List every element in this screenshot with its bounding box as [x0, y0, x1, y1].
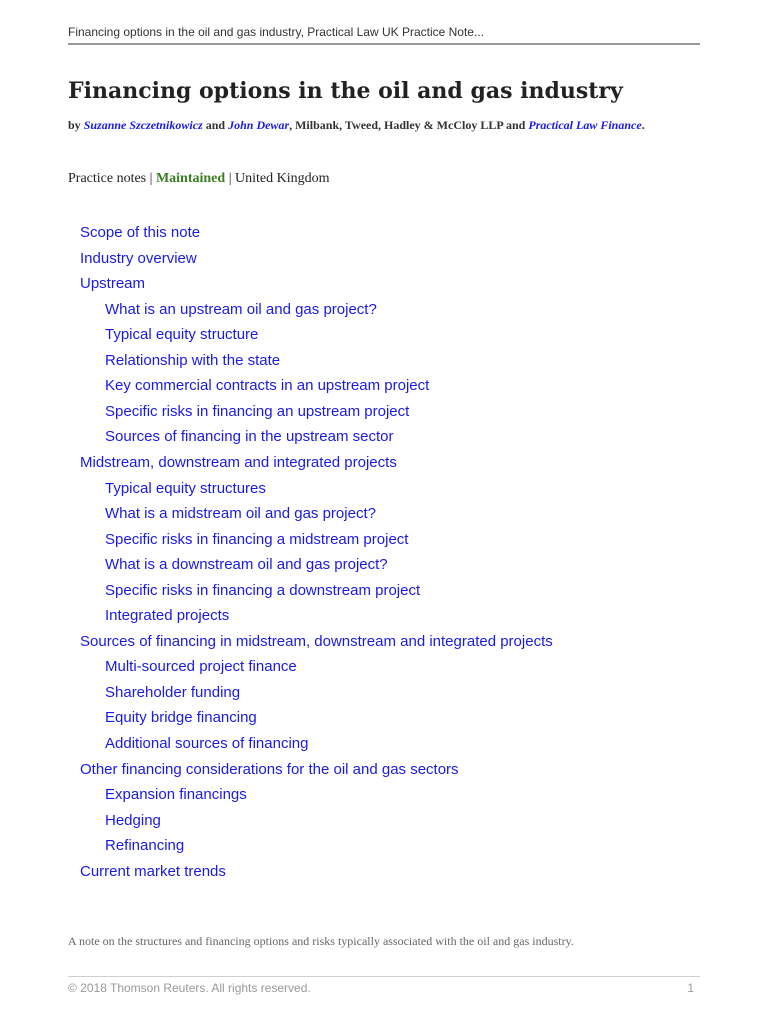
toc-link[interactable]: Specific risks in financing a midstream project — [105, 531, 409, 548]
byline-and: and — [202, 118, 229, 132]
toc-link[interactable]: Specific risks in financing an upstream project — [105, 403, 410, 420]
toc-link[interactable]: Expansion financings — [105, 786, 247, 803]
byline-prefix: by — [68, 118, 84, 132]
toc-link[interactable]: Additional sources of financing — [105, 735, 309, 752]
toc-link[interactable]: Midstream, downstream and integrated projects — [80, 454, 397, 471]
document-title: Financing options in the oil and gas industry — [68, 78, 623, 104]
running-header: Financing options in the oil and gas industry, Practical Law UK Practice Note... — [68, 25, 484, 39]
toc-link[interactable]: Integrated projects — [105, 607, 230, 624]
toc-link[interactable]: Refinancing — [105, 837, 185, 854]
toc-link[interactable]: Typical equity structures — [105, 480, 266, 497]
meta-separator: | — [146, 171, 156, 186]
doc-type: Practice notes — [68, 171, 147, 186]
toc-link[interactable]: What is an upstream oil and gas project? — [105, 301, 377, 318]
meta-separator: | — [225, 171, 235, 186]
byline-end: . — [641, 118, 645, 132]
toc-link[interactable]: Sources of financing in the upstream sector — [105, 428, 394, 445]
copyright-text: © 2018 Thomson Reuters. All rights reserved. — [68, 981, 311, 995]
author-link-john-dewar[interactable]: John Dewar — [228, 118, 290, 132]
page-number: 1 — [687, 981, 694, 995]
toc-link[interactable]: Scope of this note — [80, 224, 201, 241]
toc-link[interactable]: Current market trends — [80, 863, 226, 880]
toc-link[interactable]: Sources of financing in midstream, downstream and integrated projects — [80, 633, 553, 650]
document-summary: A note on the structures and financing options and risks typically associated with the oil and gas industry. — [68, 934, 574, 948]
header-divider — [68, 43, 700, 45]
toc-link[interactable]: Specific risks in financing a downstream project — [105, 582, 421, 599]
toc-link[interactable]: What is a downstream oil and gas project? — [105, 556, 388, 573]
byline — [68, 118, 645, 133]
toc-link[interactable]: What is a midstream oil and gas project? — [105, 505, 376, 522]
byline-firm: , Milbank, Tweed, Hadley & McCloy LLP and — [289, 118, 529, 132]
document-meta — [68, 171, 330, 187]
footer-divider — [68, 976, 700, 977]
toc-link[interactable]: Upstream — [80, 275, 146, 292]
jurisdiction: United Kingdom — [235, 171, 330, 186]
status-badge: Maintained — [155, 171, 226, 186]
toc-link[interactable]: Shareholder funding — [105, 684, 241, 701]
toc-link[interactable]: Relationship with the state — [105, 352, 281, 369]
toc-link[interactable]: Multi-sourced project finance — [105, 658, 297, 675]
toc-link[interactable]: Equity bridge financing — [105, 709, 257, 726]
toc-link[interactable]: Key commercial contracts in an upstream project — [105, 377, 430, 394]
author-link-practical-law-finance[interactable]: Practical Law Finance — [528, 118, 642, 132]
author-link-suzanne-szczetnikowicz[interactable]: Suzanne Szczetnikowicz — [83, 118, 203, 132]
toc-link[interactable]: Industry overview — [80, 250, 197, 267]
toc-link[interactable]: Hedging — [105, 812, 161, 829]
toc-link[interactable]: Other financing considerations for the oil and gas sectors — [80, 761, 459, 778]
toc-link[interactable]: Typical equity structure — [105, 326, 259, 343]
